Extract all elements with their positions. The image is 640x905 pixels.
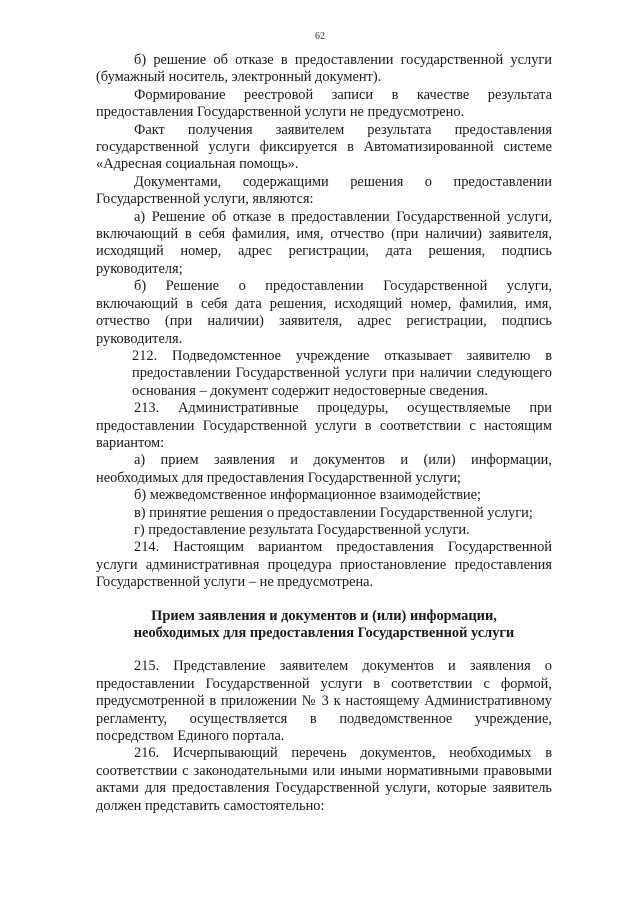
paragraph-registry-record: Формирование реестровой записи в качестве результата предоставления Государственной услуги не предусмотрено. <box>96 86 552 121</box>
paragraph-216: 216. Исчерпывающий перечень документов, необходимых в соответствии с законодательными или иными нормативными правовыми актами для предоставления Государственной услуги, которые заявитель должен представить самостоятельно: <box>96 745 552 814</box>
paragraph-213-c: в) принятие решения о предоставлении Государственной услуги; <box>134 504 533 521</box>
paragraph-213: 213. Административные процедуры, осуществляемые при предоставлении Государственной услуги в соответствии с настоящим вариантом: <box>96 400 552 451</box>
section-heading <box>96 608 552 643</box>
paragraph-213-a: а) прием заявления и документов и (или) информации, необходимых для предоставления Государственной услуги; <box>96 452 552 486</box>
paragraph-decision-refusal: а) Решение об отказе в предоставлении Государственной услуги, включающий в себя фамилия, имя, отчество (при наличии) заявителя, исходящий номер, адрес регистрации, дата решения, подпись руководителя; <box>96 208 552 277</box>
document-body <box>96 52 552 815</box>
page-number: 62 <box>315 31 325 42</box>
paragraph-receipt-fact: Факт получения заявителем результата предоставления государственной услуги фиксируется в Автоматизированной системе «Адресная социальная помощь». <box>96 121 552 173</box>
paragraph-result-refusal: б) решение об отказе в предоставлении государственной услуги (бумажный носитель, электронный документ). <box>96 52 552 86</box>
paragraph-212: 212. Подведомстенное учреждение отказывает заявителю в предоставлении Государственной услуги при наличии следующего основания – документ содержит недостоверные сведения. <box>132 347 552 399</box>
paragraph-decision-documents: Документами, содержащими решения о предоставлении Государственной услуги, являются: <box>96 173 552 208</box>
paragraph-215: 215. Представление заявителем документов и заявления о предоставлении Государственной услуги в соответствии с формой, предусмотренной в приложении № 3 к настоящему Административному регламенту, осуществляется в подведомственное учреждение, посредством Единого портала. <box>96 658 552 745</box>
paragraph-213-d: г) предоставление результата Государственной услуги. <box>134 521 470 538</box>
section-heading-line-1: Прием заявления и документов и (или) информации, <box>151 607 497 624</box>
section-heading-line-2: необходимых для предоставления Государственной услуги <box>133 625 515 641</box>
paragraph-decision-grant: б) Решение о предоставлении Государственной услуги, включающий в себя дата решения, исходящий номер, фамилия, имя, отчество (при наличии) заявителя, адрес регистрации, подпись руководителя. <box>96 278 552 347</box>
paragraph-214: 214. Настоящим вариантом предоставления Государственной услуги административная процедура приостановление предоставления Государственной услуги – не предусмотрена. <box>96 539 552 591</box>
paragraph-213-b: б) межведомственное информационное взаимодействие; <box>134 487 482 504</box>
